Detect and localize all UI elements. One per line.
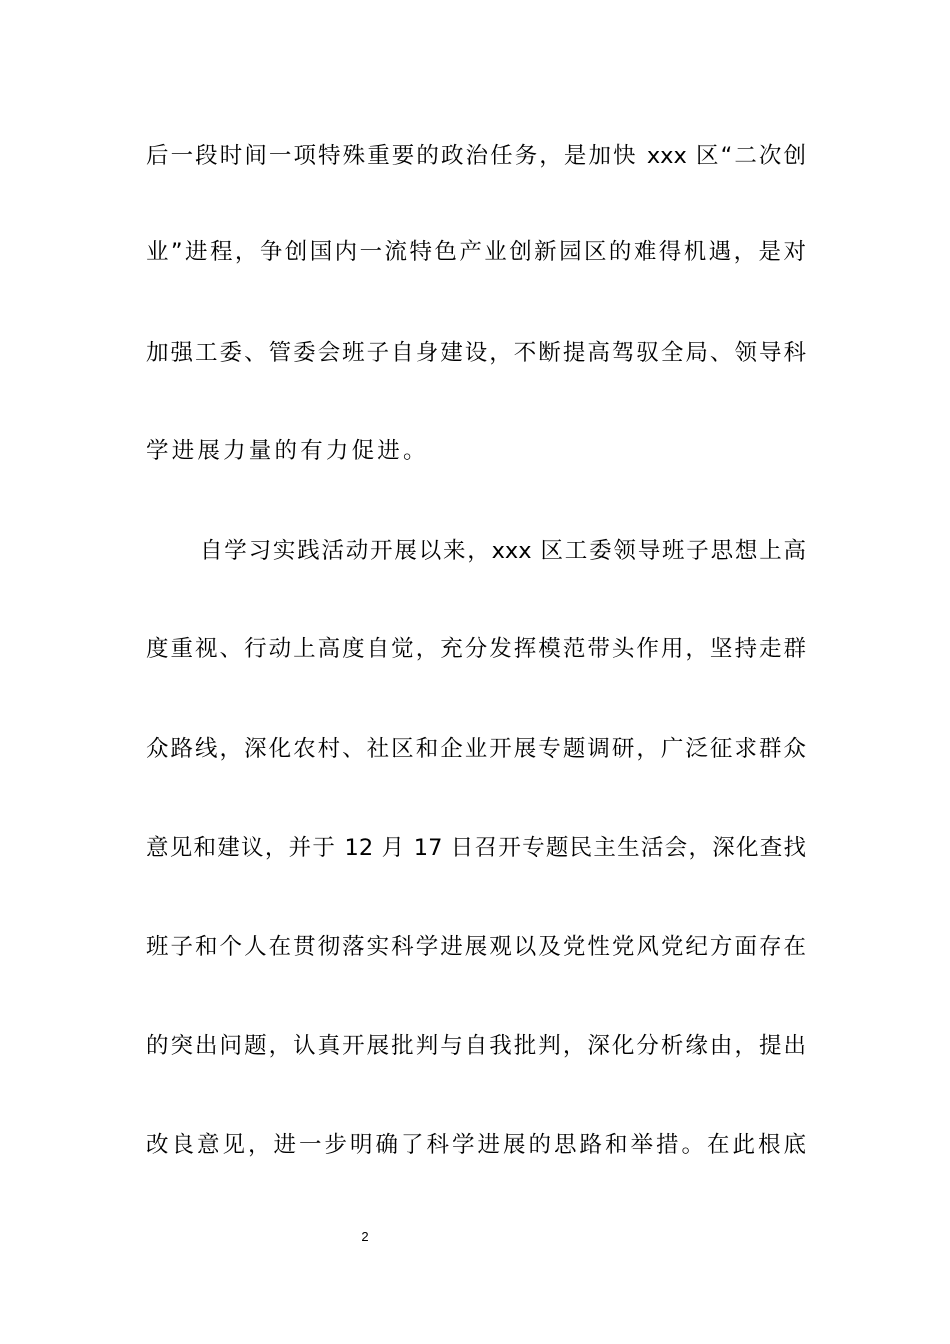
- text-line-3: 加强工委、管委会班子自身建设，不断提高驾驭全局、领导科: [146, 340, 806, 366]
- text-line-6: 度重视、行动上高度自觉，充分发挥模范带头作用，坚持走群: [146, 636, 806, 662]
- text-line-1: 后一段时间一项特殊重要的政治任务，是加快 xxx 区“二次创: [146, 143, 806, 169]
- text-line-9: 班子和个人在贯彻落实科学进展观以及党性党风党纪方面存在: [146, 934, 806, 960]
- text-line-10: 的突出问题，认真开展批判与自我批判，深化分析缘由，提出: [146, 1033, 806, 1059]
- text-line-11: 改良意见，进一步明确了科学进展的思路和举措。在此根底: [146, 1132, 806, 1158]
- text-line-5: 自学习实践活动开展以来，xxx 区工委领导班子思想上高: [200, 538, 806, 564]
- text-line-2: 业”进程，争创国内一流特色产业创新园区的难得机遇，是对: [146, 239, 806, 265]
- text-line-7: 众路线，深化农村、社区和企业开展专题调研，广泛征求群众: [146, 736, 806, 762]
- text-line-4: 学进展力量的有力促进。: [146, 438, 429, 464]
- page-number: 2: [361, 1229, 369, 1244]
- text-line-8: 意见和建议，并于 12 月 17 日召开专题民主生活会，深化查找: [146, 835, 806, 861]
